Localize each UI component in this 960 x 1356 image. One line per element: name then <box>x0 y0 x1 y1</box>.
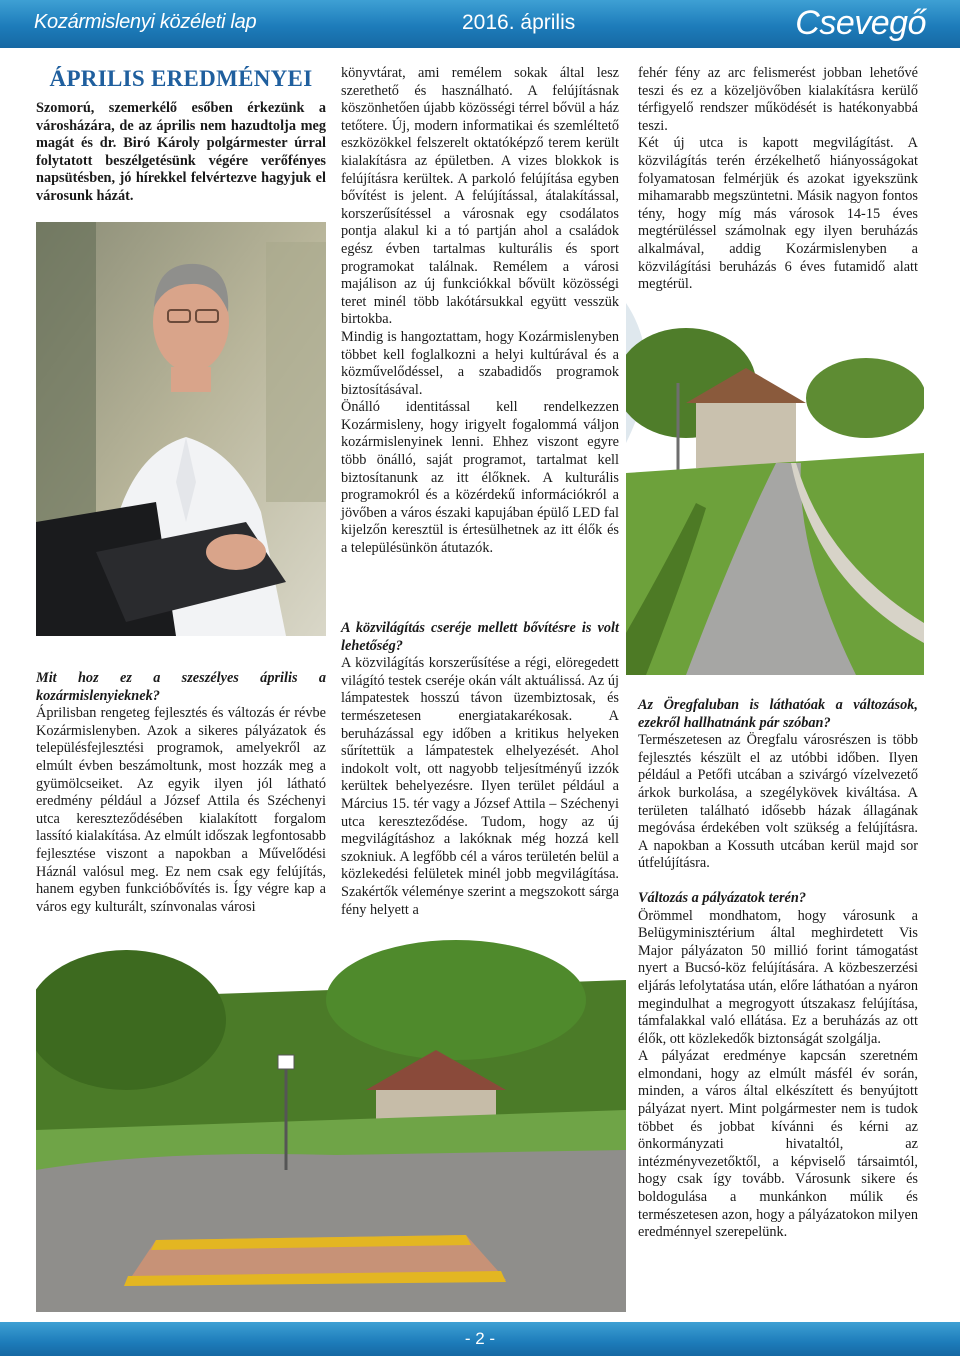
answer-2: A közvilágítás korszerűsítése a régi, elöregedett világító testek cseréje okán vált aktuálissá. Az új lámpatestek hosszú távon üzembiztosak, és természetesen energiatakarékosak. A beruházással egy időben a kritikus helyeken sűrítettük a lámpatestek elhelyezését. Ahol indokolt volt, ott nagyobb teljesítményű izzók kerültek behelyezésre. Ilyen terület például a Március 15. tér vagy a József Attila – Széchenyi utca kereszteződése. Tudom, hogy az új megvilágításhoz a lakóknak még hozzá kell szokniuk. A legfőbb cél a város területén belül a közlekedési felületek minél jobb megvilágítása. Szakértők véleménye szerint a megszokott sárga fény helyett a <box>341 655 619 918</box>
column-1-continued <box>36 670 326 916</box>
page-number: - 2 - <box>464 1329 496 1348</box>
street-photo <box>626 303 924 675</box>
crossing-photo <box>36 940 626 1312</box>
answer-5: A pályázat eredménye kapcsán szeretném elmondani, hogy az elmúlt másfél év során, minden, a város által elkészített és benyújtott pályázat nyert. Mint polgármester nem is tudok többet és jobbat kívánni és kérni az önkormányzati hivataltól, az intézményvezetőktől, a képviselő társaimtól, hogy csak így tovább. Városunk sikere és boldogulása a munkánkon múlik és természetesen azon, hogy a pályázatokon milyen eredménnyel szerepelünk. <box>638 1048 918 1241</box>
col3-paragraph-1: fehér fény az arc felismerést jobban lehetővé teszi és ez a közeljövőben kialakításra kerülő térfigyelő rendszer működését is hatékonyabbá teszi. <box>638 65 918 134</box>
col2-paragraph-3: Önálló identitással kell rendelkezzen Kozármisleny, hogy irigyelt fogalommá váljon kozármislenyinek lenni. Ehhez viszont egyre több önálló, saját programot, tartalmat kell biztosítanunk az itt élőknek. A kulturális programokról és a közérdekű információkról a jövőben a város északi kapujában épülő LED fal kijelzőn keresztül is értesülhetnek az itt élők és a településünkön átutazók. <box>341 399 619 557</box>
publication-name: Kozármislenyi közéleti lap <box>34 11 257 33</box>
article-intro <box>36 100 326 206</box>
column-3-bottom <box>638 697 918 1242</box>
answer-1: Áprilisban rengeteg fejlesztés és változás ér révbe Kozármislenyben. Azok a sikeres pályázatok és településfejlesztési programok, amelyekről az elmúlt évben beszámoltunk, most hozzák meg a gyümölcseiket. Az egyik ilyen jól látható eredmény például a József Attila és Széchenyi utca kereszteződésében kialakított forgalom lassító kialakítása. Az elmúlt időszak legfontosabb fejlesztése viszont a napokban a Művelődési Háznál valósul meg. Ez nem csak egy felújítás, hanem egyben funkcióbővítés is. Így végre kap a város egy kulturált, színvonalas városi <box>36 705 326 915</box>
page-footer <box>0 1322 960 1356</box>
question-3: Az Öregfaluban is láthatóak a változások, ezekről hallhatnánk pár szóban? <box>638 697 918 731</box>
col3-paragraph-2: Két új utca is kapott megvilágítást. A közvilágítás terén érzékelhető hiányosságokat folyamatosan felmérjük és azokat igyekszünk mihamarabb megszüntetni. Másik nagyon fontos tény, hogy míg más városok 14-15 éves megtérüléssel számolnak egy ilyen beruházás alkalmával, addig Kozármislenyben a közvilágítási beruházás 6 éves futamidő alatt megtérül. <box>638 135 918 293</box>
column-2-bottom <box>341 620 619 919</box>
question-2: A közvilágítás cseréje mellett bővítésre is volt lehetőség? <box>341 620 619 654</box>
issue-date: 2016. április <box>462 11 576 34</box>
section-name: Csevegő <box>795 4 926 42</box>
page-header <box>0 0 960 48</box>
mayor-photo <box>36 222 326 636</box>
column-2-top <box>341 65 619 558</box>
question-1: Mit hoz ez a szeszélyes április a kozármislenyieknek? <box>36 670 326 704</box>
answer-3: Természetesen az Öregfalu városrészen is több fejlesztés készült el az utóbbi időben. Ilyen például a Petőfi utcában a szivárgó vízelvezető árkok burkolása, a szegélykövek kiváltása. A területen található idősebb házak állagának megóvása érdekében volt szükség a felújításra. A napokban a Kossuth utcában kerül majd sor útfelújításra. <box>638 732 918 872</box>
article-title: ÁPRILIS EREDMÉNYEI <box>49 66 313 91</box>
question-4: Változás a pályázatok terén? <box>638 889 806 906</box>
col2-paragraph-2: Mindig is hangoztattam, hogy Kozármislenyben többet kell foglalkozni a helyi kultúrával és a közművelődéssel, a szabadidős programok biztosításával. <box>341 328 619 398</box>
answer-4: Örömmel mondhatom, hogy városunk a Belügyminisztérium által meghirdetett Vis Major pályázaton 50 millió forint támogatást nyert a Bucsó-köz felújítására. A közbeszerzési eljárás lefolytatása után, előre láthatóan a nyáron megindulhat a megrogyott útszakasz felújítása, támfalakkal való ellátása. Ez a beruházás az ott élők, ott közlekedők biztonságát szolgálja. <box>638 907 918 1047</box>
spacer <box>638 873 918 890</box>
col2-paragraph-1: könyvtárat, ami remélem sokak által lesz szerethető és használható. A felújításnak köszönhetően újabb közösségi térrel bővül a ház tetőtere. Új, modern informatikai és szemléltető eszközökkel felszerelt oktatóképző terem került kialakításra az épületben. A vizes blokkok is felújításra kerültek. A parkoló felújítása egyben bővítést is jelent. A felújítással, átalakítással, korszerűsítéssel a városnak egy csodálatos pontja alakul ki a tó partján ahol a családok egész évben tartalmas kulturális és sport programokat találnak. Remélem a városi majálison az új funkciókkal bővült közösségi teret minél több lakótársukkal együtt vesszük birtokba. <box>341 65 619 328</box>
intro-paragraph: Szomorú, szemerkélő esőben érkezünk a városházára, de az április nem hazudtolja meg magát és dr. Biró Károly polgármester úrral folytatott beszélgetésünk végére verőfényes napsütésben, jó hírekkel felvértezve hagyjuk el városunk házát. <box>36 100 326 204</box>
column-3-top <box>638 65 918 294</box>
